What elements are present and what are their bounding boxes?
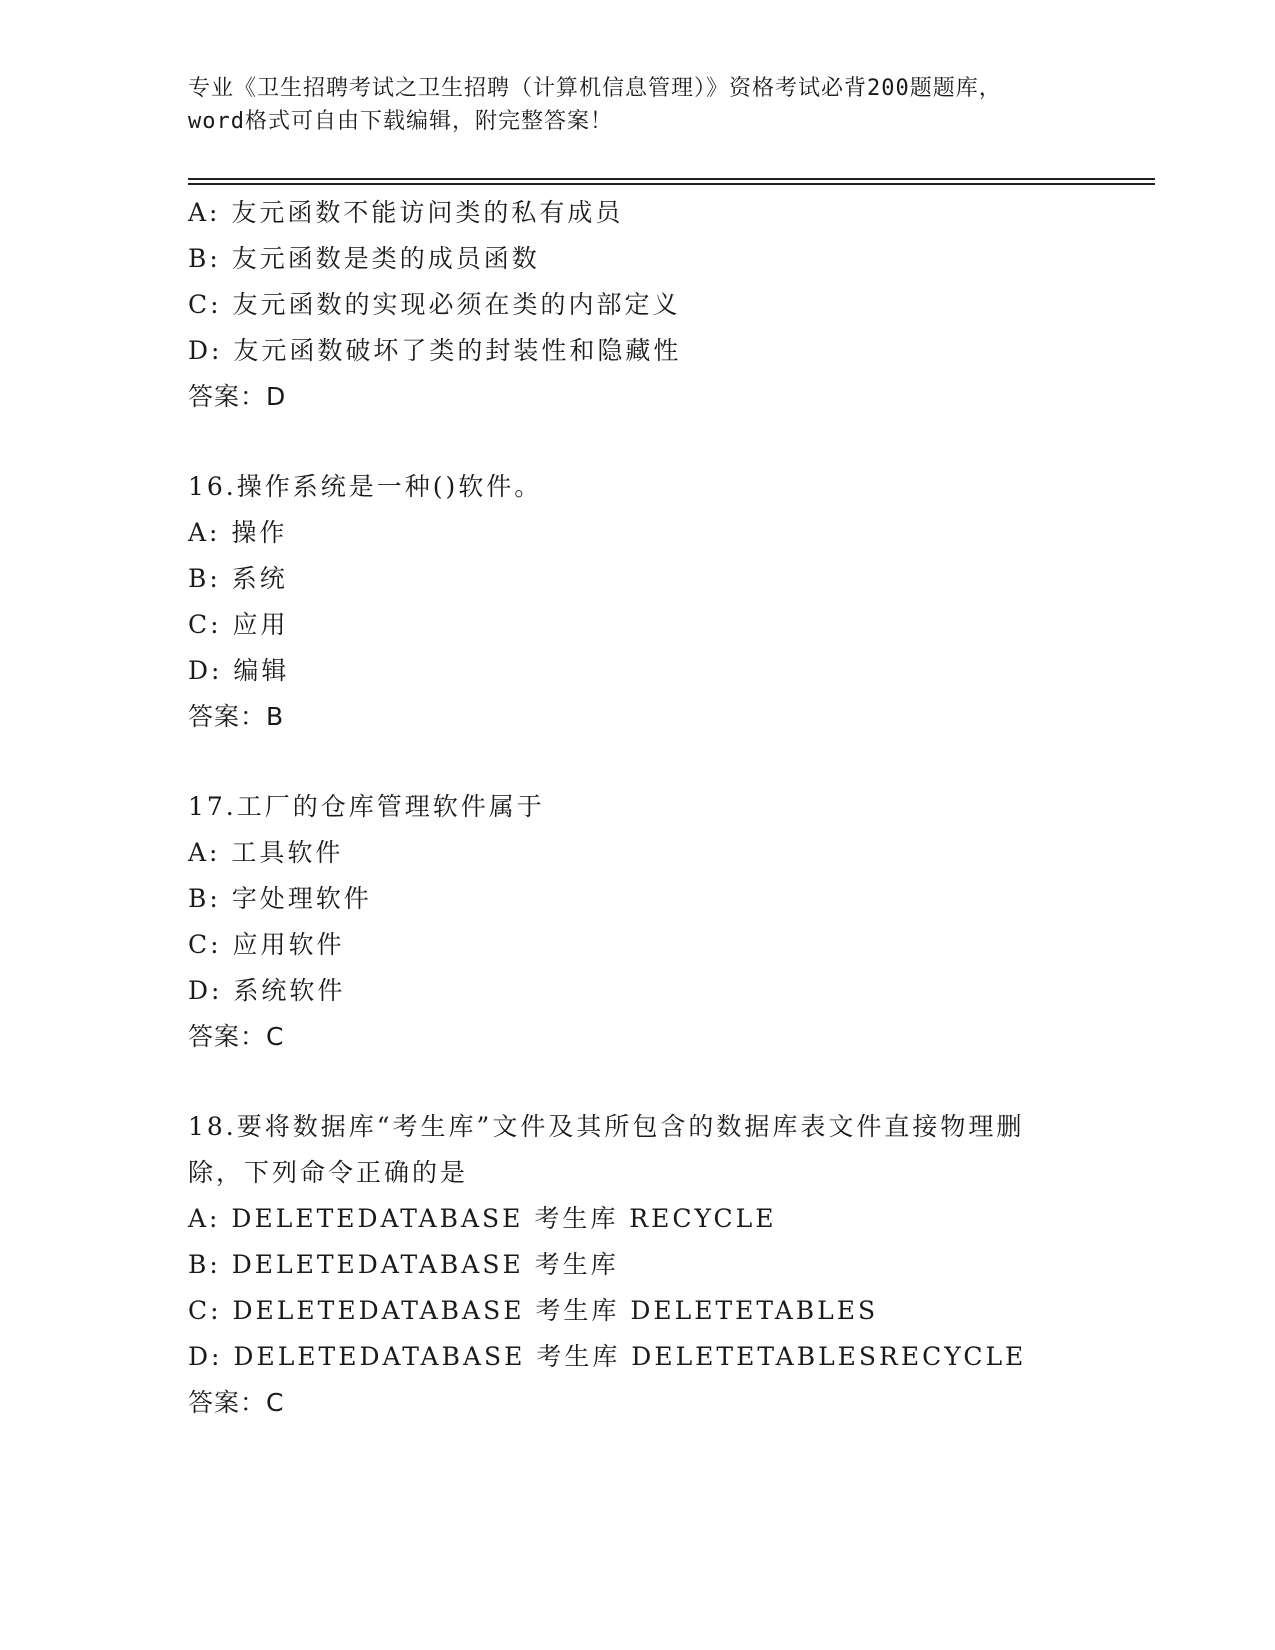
option-a: A: DELETEDATABASE 考生库 RECYCLE bbox=[188, 1204, 777, 1233]
option-b: B: DELETEDATABASE 考生库 bbox=[188, 1250, 619, 1279]
header-divider-bottom bbox=[188, 183, 1155, 185]
option-d: D: DELETEDATABASE 考生库 DELETETABLESRECYCLE bbox=[188, 1342, 1027, 1371]
option-c: C: 应用 bbox=[188, 610, 289, 639]
question-18 bbox=[188, 1104, 1088, 1426]
answer: 答案：C bbox=[188, 1388, 285, 1417]
question-15-continued bbox=[188, 190, 1088, 420]
question-list bbox=[188, 190, 1088, 1426]
header-line-1: 专业《卫生招聘考试之卫生招聘（计算机信息管理）》资格考试必背200题题库， bbox=[188, 76, 1002, 101]
spacer bbox=[188, 420, 1088, 464]
answer: 答案：C bbox=[188, 1022, 285, 1051]
option-d: D: 编辑 bbox=[188, 656, 290, 685]
question-text: 16.操作系统是一种()软件。 bbox=[188, 472, 543, 501]
spacer bbox=[188, 740, 1088, 784]
option-d: D: 系统软件 bbox=[188, 976, 346, 1005]
header-line-2: word格式可自由下载编辑，附完整答案！ bbox=[188, 109, 613, 134]
option-c: C: 友元函数的实现必须在类的内部定义 bbox=[188, 290, 681, 319]
option-b: B: 字处理软件 bbox=[188, 884, 372, 913]
option-b: B: 系统 bbox=[188, 564, 288, 593]
spacer bbox=[188, 1060, 1088, 1104]
question-text: 17.工厂的仓库管理软件属于 bbox=[188, 792, 545, 821]
option-c: C: DELETEDATABASE 考生库 DELETETABLES bbox=[188, 1296, 879, 1325]
question-text-line-1: 18.要将数据库“考生库”文件及其所包含的数据库表文件直接物理删 bbox=[188, 1112, 1025, 1141]
option-b: B: 友元函数是类的成员函数 bbox=[188, 244, 540, 273]
document-header bbox=[188, 72, 1088, 138]
header-divider-top bbox=[188, 178, 1155, 180]
option-d: D: 友元函数破坏了类的封装性和隐藏性 bbox=[188, 336, 682, 365]
question-16 bbox=[188, 464, 1088, 740]
answer: 答案：B bbox=[188, 702, 285, 731]
option-c: C: 应用软件 bbox=[188, 930, 345, 959]
question-text-line-2: 除，下列命令正确的是 bbox=[188, 1158, 469, 1187]
question-17 bbox=[188, 784, 1088, 1060]
answer: 答案：D bbox=[188, 382, 287, 411]
option-a: A: 操作 bbox=[188, 518, 288, 547]
option-a: A: 工具软件 bbox=[188, 838, 344, 867]
option-a: A: 友元函数不能访问类的私有成员 bbox=[188, 198, 624, 227]
